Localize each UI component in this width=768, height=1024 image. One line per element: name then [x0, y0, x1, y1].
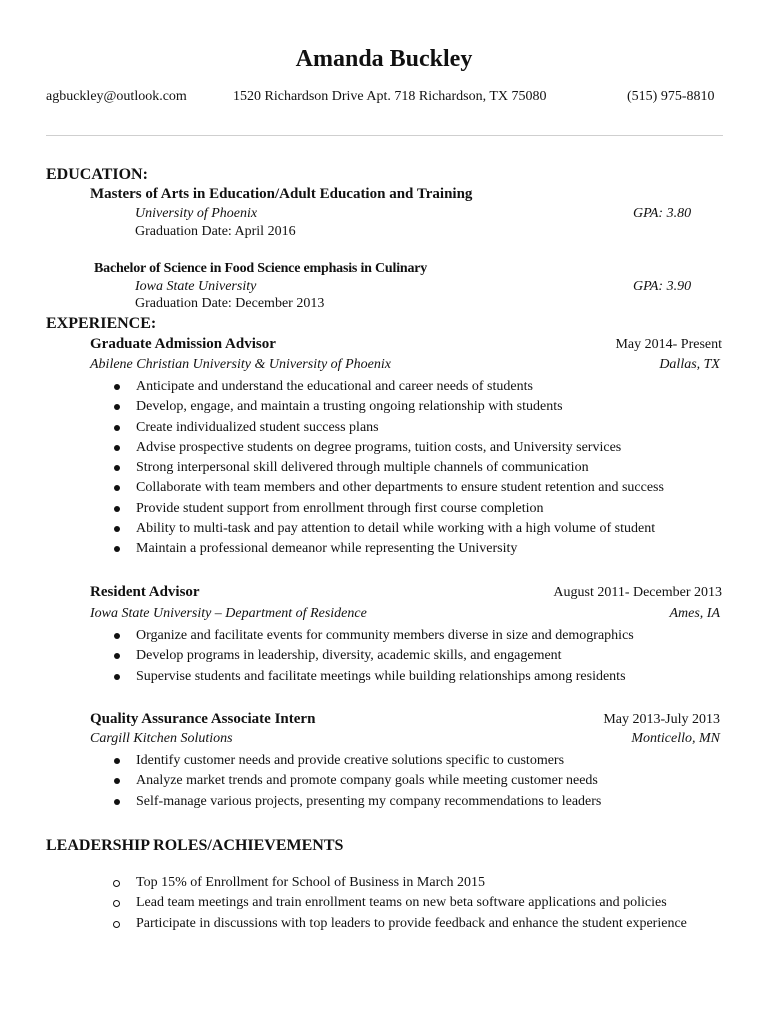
list-item: Develop programs in leadership, diversity, academic skills, and engagement — [111, 646, 634, 666]
leadership-list — [111, 873, 687, 934]
bullet-icon — [114, 653, 120, 659]
list-item: Analyze market trends and promote company goals while meeting customer needs — [111, 771, 601, 791]
bullet-icon — [114, 546, 120, 552]
degree-gpa: GPA: 3.80 — [633, 206, 692, 221]
bullet-icon — [114, 674, 120, 680]
list-item: Participate in discussions with top leaders to provide feedback and enhance the student experience — [111, 914, 687, 934]
list-item: Self-manage various projects, presenting my company recommendations to leaders — [111, 792, 601, 812]
bullet-icon — [114, 526, 120, 532]
job-location: Dallas, TX — [659, 357, 720, 372]
circle-bullet-icon — [113, 900, 120, 907]
bullet-icon — [114, 465, 120, 471]
header-divider — [46, 135, 723, 136]
list-item: Collaborate with team members and other departments to ensure student retention and success — [111, 478, 664, 498]
bullet-icon — [114, 485, 120, 491]
list-item: Top 15% of Enrollment for School of Business in March 2015 — [111, 873, 687, 893]
list-item: Create individualized student success plans — [111, 418, 664, 438]
degree-title: Masters of Arts in Education/Adult Education and Training — [90, 186, 473, 202]
circle-bullet-icon — [113, 880, 120, 887]
list-item: Strong interpersonal skill delivered through multiple channels of communication — [111, 458, 664, 478]
bullet-icon — [114, 445, 120, 451]
experience-heading: EXPERIENCE: — [46, 315, 157, 332]
list-item: Maintain a professional demeanor while representing the University — [111, 539, 664, 559]
job-bullet-list — [111, 751, 601, 812]
job-bullet-list — [111, 377, 664, 560]
job-dates: May 2013-July 2013 — [603, 712, 720, 727]
resume-name: Amanda Buckley — [295, 46, 473, 72]
degree-school: University of Phoenix — [135, 206, 258, 221]
job-organization: Cargill Kitchen Solutions — [90, 731, 233, 746]
list-item: Anticipate and understand the educational and career needs of students — [111, 377, 664, 397]
education-heading: EDUCATION: — [46, 166, 148, 183]
degree-graduation: Graduation Date: December 2013 — [135, 296, 325, 311]
degree-gpa: GPA: 3.90 — [633, 279, 692, 294]
list-item: Provide student support from enrollment through first course completion — [111, 499, 664, 519]
bullet-icon — [114, 758, 120, 764]
contact-phone: (515) 975-8810 — [627, 89, 715, 104]
leadership-heading: LEADERSHIP ROLES/ACHIEVEMENTS — [46, 837, 344, 854]
bullet-icon — [114, 404, 120, 410]
contact-address: 1520 Richardson Drive Apt. 718 Richardson, TX 75080 — [233, 89, 547, 104]
bullet-icon — [114, 778, 120, 784]
bullet-icon — [114, 384, 120, 390]
job-title: Quality Assurance Associate Intern — [90, 711, 316, 727]
degree-graduation: Graduation Date: April 2016 — [135, 224, 296, 239]
bullet-icon — [114, 799, 120, 805]
list-item: Organize and facilitate events for community members diverse in size and demographics — [111, 626, 634, 646]
list-item: Develop, engage, and maintain a trusting ongoing relationship with students — [111, 397, 664, 417]
list-item: Identify customer needs and provide creative solutions specific to customers — [111, 751, 601, 771]
list-item: Ability to multi-task and pay attention to detail while working with a high volume of student — [111, 519, 664, 539]
list-item: Advise prospective students on degree programs, tuition costs, and University services — [111, 438, 664, 458]
job-location: Ames, IA — [669, 606, 720, 621]
job-organization: Iowa State University – Department of Residence — [90, 606, 367, 621]
list-item: Supervise students and facilitate meetings while building relationships among residents — [111, 667, 634, 687]
bullet-icon — [114, 633, 120, 639]
job-title: Resident Advisor — [90, 584, 200, 600]
list-item: Lead team meetings and train enrollment teams on new beta software applications and policies — [111, 893, 687, 913]
bullet-icon — [114, 425, 120, 431]
job-location: Monticello, MN — [631, 731, 720, 746]
circle-bullet-icon — [113, 921, 120, 928]
job-organization: Abilene Christian University & University of Phoenix — [90, 357, 391, 372]
bullet-icon — [114, 506, 120, 512]
job-title: Graduate Admission Advisor — [90, 336, 276, 352]
job-dates: May 2014- Present — [615, 337, 722, 352]
job-dates: August 2011- December 2013 — [553, 585, 722, 600]
job-bullet-list — [111, 626, 634, 687]
degree-title: Bachelor of Science in Food Science emphasis in Culinary — [94, 261, 428, 276]
contact-email[interactable]: agbuckley@outlook.com — [46, 89, 187, 104]
degree-school: Iowa State University — [135, 279, 257, 294]
